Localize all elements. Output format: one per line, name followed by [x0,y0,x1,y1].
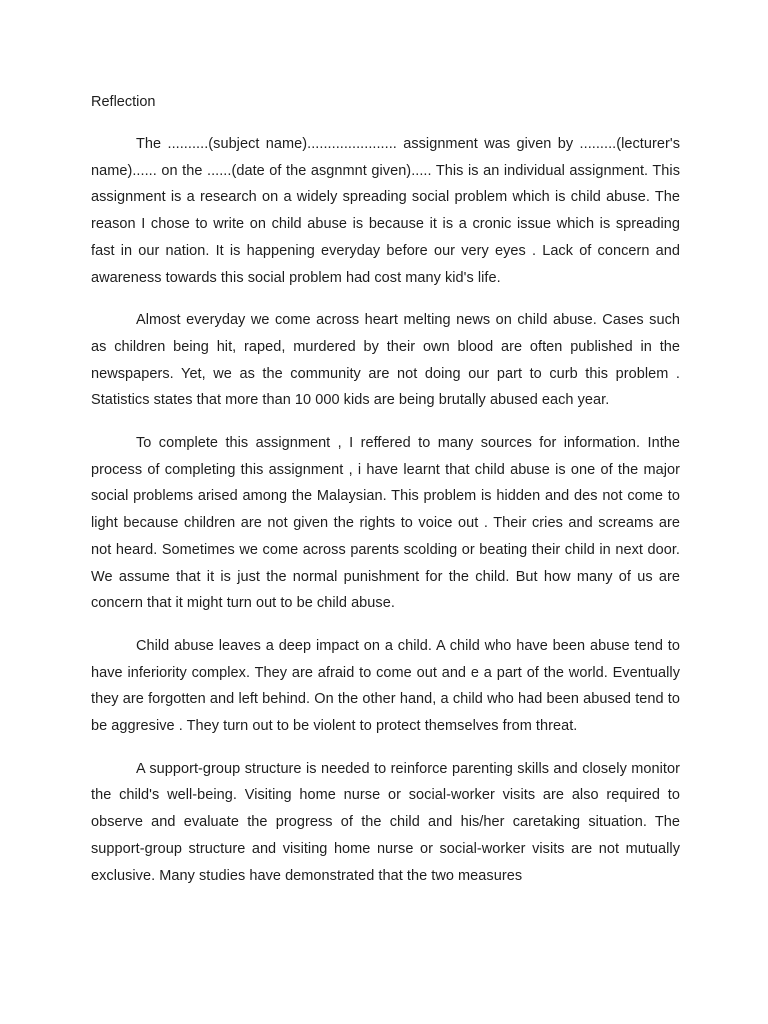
paragraph-5: A support-group structure is needed to reinforce parenting skills and closely monitor the child's well-being. Visiting home nurse or social-worker visits are also required to observe and evaluate the progress of the child and his/her caretaking situation. The support-group structure and visiting home nurse or social-worker visits are not mutually exclusive. Many studies have demonstrated that the two measures [91,760,680,884]
document-heading: Reflection [91,94,156,110]
paragraph-3: To complete this assignment , I reffered to many sources for information. Inthe process of completing this assignment , i have learnt that child abuse is one of the major social problems arised among the Malaysian. This problem is hidden and des not come to light because children are not given the rights to voice out . Their cries and screams are not heard. Sometimes we come across parents scolding or beating their child in next door. We assume that it is just the normal punishment for the child. But how many of us are concern that it might turn out to be child abuse. [91,435,680,612]
document-body [91,131,680,889]
paragraph-2: Almost everyday we come across heart melting news on child abuse. Cases such as children being hit, raped, murdered by their own blood are often published in the newspapers. Yet, we as the community are not doing our part to curb this problem . Statistics states that more than 10 000 kids are being brutally abused each year. [91,312,680,409]
paragraph-1: The ..........(subject name)...................... assignment was given by .........(lecturer's name)...... on the ......(date of the asgnmnt given)..... This is an individual assignment. This assignment is a research on a widely spreading social problem which is child abuse. The reason I chose to write on child abuse is because it is a cronic issue which is spreading fast in our nation. It is happening everyday before our very eyes . Lack of concern and awareness towards this social problem had cost many kid's life. [91,136,680,286]
paragraph-4: Child abuse leaves a deep impact on a child. A child who have been abuse tend to have inferiority complex. They are afraid to come out and e a part of the world. Eventually they are forgotten and left behind. On the other hand, a child who had been abused tend to be aggresive . They turn out to be violent to protect themselves from threat. [91,637,680,735]
